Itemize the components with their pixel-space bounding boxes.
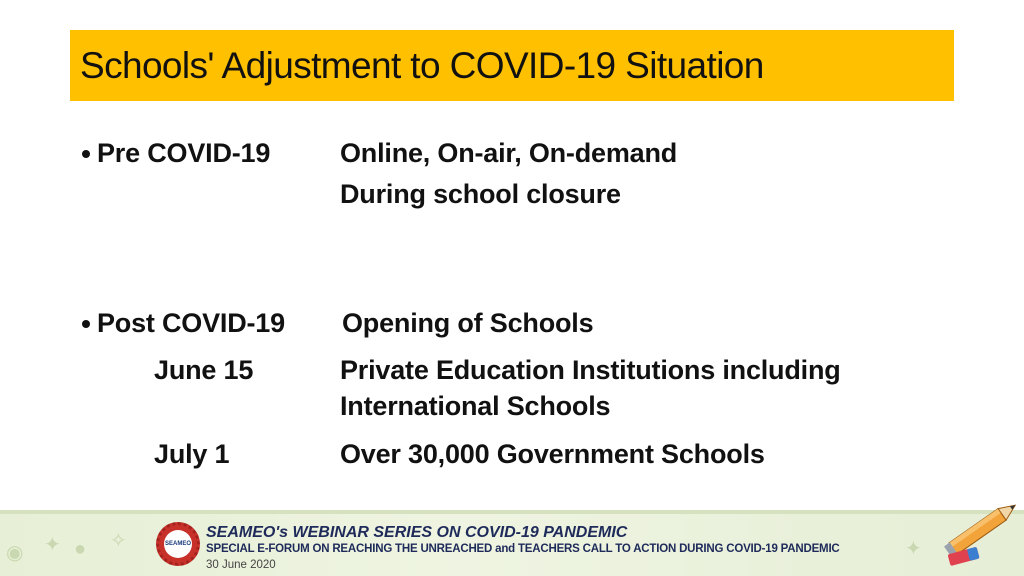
seameo-logo — [156, 522, 200, 566]
webinar-series-title: SEAMEO's WEBINAR SERIES ON COVID-19 PANDEMIC — [206, 524, 628, 541]
july-1-desc: Over 30,000 Government Schools — [340, 439, 765, 469]
footer-top-line — [0, 510, 1024, 514]
pencil-icon — [940, 490, 1024, 570]
date-june-15: June 15 — [154, 355, 254, 385]
sparkle-icon: ✧ — [110, 530, 127, 552]
pre-covid-line2: During school closure — [340, 179, 621, 209]
post-covid-label: Post COVID-19 — [97, 308, 285, 338]
bullet-pre — [82, 150, 90, 158]
footer-date: 30 June 2020 — [206, 559, 276, 571]
footer-banner — [0, 510, 1024, 576]
sparkle-icon: ✦ — [44, 534, 61, 556]
june-15-desc-line2: International Schools — [340, 391, 611, 421]
bullet-post — [82, 320, 90, 328]
pre-covid-label: Pre COVID-19 — [97, 138, 271, 168]
slide-title: Schools' Adjustment to COVID-19 Situation — [80, 44, 764, 86]
date-july-1: July 1 — [154, 439, 230, 469]
post-covid-heading: Opening of Schools — [342, 308, 594, 338]
seameo-logo-text: SEAMEO — [164, 530, 192, 558]
speech-bubble-icon: ◉ — [6, 542, 24, 564]
june-15-desc-line1: Private Education Institutions including — [340, 355, 841, 385]
title-bar — [70, 30, 954, 101]
location-pin-icon: ● — [74, 538, 87, 560]
forum-subtitle: SPECIAL E-FORUM ON REACHING THE UNREACHED and TEACHERS CALL TO ACTION DURING COVID-19 PANDEMIC — [206, 543, 840, 555]
sparkle-icon: ✦ — [905, 538, 922, 560]
pre-covid-line1: Online, On-air, On-demand — [340, 138, 678, 168]
